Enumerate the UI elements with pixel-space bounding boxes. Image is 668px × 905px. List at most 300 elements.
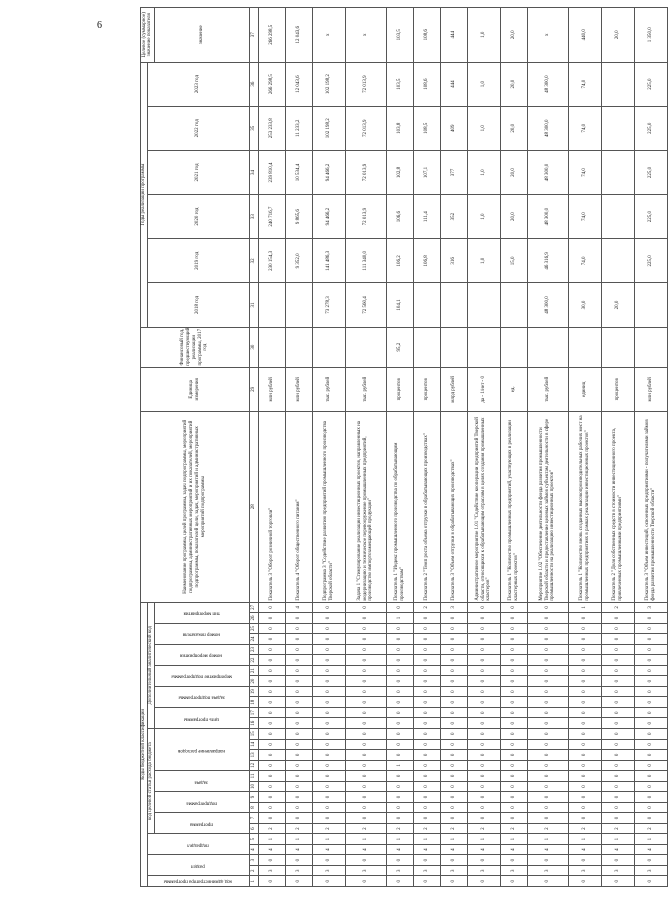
code-cell: 0: [258, 760, 285, 771]
column-number: 21: [249, 665, 258, 676]
code-cell: 0: [500, 686, 527, 697]
code-cell: 0: [285, 855, 312, 866]
code-cell: 0: [601, 876, 634, 887]
code-cell: 0: [500, 623, 527, 634]
code-cell: 0: [601, 634, 634, 645]
code-cell: 0: [568, 729, 601, 740]
code-cell: 4: [467, 844, 500, 855]
column-number: 17: [249, 707, 258, 718]
code-cell: 0: [601, 729, 634, 740]
row-unit: тыс. рублей: [527, 367, 568, 411]
code-cell: 0: [386, 602, 413, 613]
code-cell: 0: [440, 739, 467, 750]
code-cell: 0: [568, 676, 601, 687]
code-cell: 0: [634, 792, 667, 803]
year-value: 104,1: [386, 283, 413, 327]
code-cell: 0: [634, 750, 667, 761]
target-group-header: код целевой статьи расхода бюджета: [147, 729, 154, 834]
column-number: 20: [249, 676, 258, 687]
code-cell: 0: [258, 813, 285, 824]
code-cell: 0: [568, 644, 601, 655]
row-name: Показатель 3 "Объем отгрузки в обрабатывающих производствах": [440, 411, 467, 602]
code-cell: 0: [386, 781, 413, 792]
code-cell: 1: [634, 834, 667, 845]
code-cell: 0: [386, 813, 413, 824]
column-number: 24: [249, 634, 258, 645]
code-cell: 0: [345, 750, 386, 761]
row-fin-year-value: [345, 327, 386, 367]
table-row: [258, 8, 285, 887]
code-cell: 0: [386, 792, 413, 803]
code-cell: 2: [601, 602, 634, 613]
year-value: 48 300,0: [527, 195, 568, 239]
target-value: 444: [440, 8, 467, 63]
code-cell: 0: [440, 802, 467, 813]
page-number: 6: [97, 20, 102, 31]
code-cell: 0: [634, 718, 667, 729]
year-value: 107,1: [413, 150, 440, 194]
column-number: 22: [249, 655, 258, 666]
code-cell: 0: [601, 655, 634, 666]
code-cell: 0: [634, 707, 667, 718]
code-cell: 0: [345, 686, 386, 697]
row-unit: процентов: [413, 367, 440, 411]
code-cell: 0: [285, 750, 312, 761]
code-cell: 0: [467, 623, 500, 634]
code-cell: 0: [467, 707, 500, 718]
direction-header: направление расходов: [154, 729, 249, 771]
measure-num-header: номер мероприятия: [154, 644, 249, 665]
code-cell: 0: [413, 813, 440, 824]
code-cell: 2: [285, 823, 312, 834]
code-cell: 0: [386, 707, 413, 718]
code-cell: 0: [568, 623, 601, 634]
year-value: 106,6: [386, 195, 413, 239]
code-cell: 0: [440, 613, 467, 624]
code-cell: 0: [634, 676, 667, 687]
code-cell: 0: [312, 729, 345, 740]
target-value: x: [345, 8, 386, 63]
code-cell: 0: [601, 813, 634, 824]
code-cell: 2: [568, 823, 601, 834]
year-value: [258, 283, 285, 327]
year-value: 103,8: [386, 106, 413, 150]
code-cell: 0: [312, 792, 345, 803]
year-value: 111,4: [413, 195, 440, 239]
year-2020-header: 2020 год: [147, 195, 249, 239]
code-cell: 0: [312, 634, 345, 645]
code-cell: 0: [312, 602, 345, 613]
code-cell: 2: [500, 823, 527, 834]
section-header: раздел: [147, 855, 249, 876]
code-cell: 0: [413, 644, 440, 655]
code-cell: 2: [467, 823, 500, 834]
code-cell: 0: [285, 802, 312, 813]
code-cell: 0: [440, 876, 467, 887]
target-value-header: Целевое (суммарное) значение показателя: [141, 8, 155, 63]
code-cell: 0: [601, 644, 634, 655]
column-number: 19: [249, 686, 258, 697]
year-value: [440, 283, 467, 327]
code-cell: 1: [440, 834, 467, 845]
value-header: значение: [154, 8, 249, 63]
code-cell: 0: [285, 634, 312, 645]
code-cell: 0: [312, 697, 345, 708]
code-cell: 0: [312, 718, 345, 729]
column-number: 23: [249, 644, 258, 655]
code-cell: 0: [413, 739, 440, 750]
code-cell: 0: [386, 623, 413, 634]
code-cell: 0: [285, 813, 312, 824]
code-cell: 0: [467, 792, 500, 803]
row-unit: единиц: [568, 367, 601, 411]
row-unit: ед.: [500, 367, 527, 411]
code-cell: 0: [500, 876, 527, 887]
year-value: 46 316,9: [527, 239, 568, 283]
code-cell: 0: [413, 655, 440, 666]
code-cell: 0: [285, 697, 312, 708]
code-cell: 0: [386, 697, 413, 708]
code-cell: 0: [500, 802, 527, 813]
year-value: 444: [440, 62, 467, 106]
year-value: 72 013,9: [345, 195, 386, 239]
code-cell: 2: [413, 823, 440, 834]
year-value: 253 233,8: [258, 106, 285, 150]
code-cell: 0: [345, 634, 386, 645]
code-cell: 0: [386, 802, 413, 813]
code-cell: 0: [467, 855, 500, 866]
year-value: 316: [440, 239, 467, 283]
fin-year-header: Финансовый год, предшествующий реализации программы, 2017 год: [141, 327, 250, 367]
code-cell: 0: [467, 602, 500, 613]
code-cell: 0: [285, 623, 312, 634]
code-cell: 0: [386, 665, 413, 676]
code-cell: 0: [386, 634, 413, 645]
code-cell: 3: [440, 865, 467, 876]
code-cell: 2: [601, 823, 634, 834]
code-cell: 2: [634, 823, 667, 834]
target-value: 1,0: [467, 8, 500, 63]
code-cell: 0: [467, 771, 500, 782]
code-cell: 1: [601, 834, 634, 845]
column-number: 2: [249, 865, 258, 876]
code-cell: 0: [527, 634, 568, 645]
code-cell: 0: [345, 876, 386, 887]
table-row: [568, 8, 601, 887]
code-cell: 0: [258, 802, 285, 813]
code-cell: 2: [312, 823, 345, 834]
year-value: 106,2: [386, 239, 413, 283]
code-cell: 0: [527, 750, 568, 761]
code-cell: 0: [500, 676, 527, 687]
target-value: 1 350,0: [634, 8, 667, 63]
code-cell: 0: [634, 697, 667, 708]
code-cell: 0: [634, 739, 667, 750]
code-cell: 0: [386, 676, 413, 687]
code-cell: 0: [413, 613, 440, 624]
column-number: 29: [249, 367, 258, 411]
code-cell: 0: [386, 750, 413, 761]
year-value: 74,0: [568, 195, 601, 239]
row-name: Показатель 4 "Оборот общественного питания": [285, 411, 312, 602]
row-unit: млн рублей: [258, 367, 285, 411]
code-cell: 0: [527, 876, 568, 887]
admin-code-header: код администратора программы: [147, 876, 249, 887]
year-value: 30,0: [568, 283, 601, 327]
column-number: 18: [249, 697, 258, 708]
code-cell: 0: [467, 634, 500, 645]
column-number: 36: [249, 62, 258, 106]
code-cell: 0: [386, 771, 413, 782]
code-cell: 0: [601, 760, 634, 771]
code-cell: 0: [568, 792, 601, 803]
year-2022-header: 2022 год: [147, 106, 249, 150]
code-cell: 0: [527, 686, 568, 697]
subprogram-header: подпрограмма: [154, 792, 249, 813]
year-value: 48 300,0: [527, 150, 568, 194]
code-cell: 0: [345, 644, 386, 655]
code-cell: 0: [634, 781, 667, 792]
code-cell: 0: [601, 686, 634, 697]
code-cell: 0: [312, 802, 345, 813]
row-name: Показатель 3 "Оборот розничной торговли": [258, 411, 285, 602]
table-row: [634, 8, 667, 887]
column-number: 1: [249, 876, 258, 887]
row-name: Мероприятие 1.02 "Обеспечение деятельности фонда развития промышленности Тверской области и предоставление целевых займов субъектам деятельности в сфере промышленности на реализацию инвестиционных проектов": [527, 411, 568, 602]
code-cell: 0: [601, 739, 634, 750]
code-cell: 0: [568, 686, 601, 697]
code-cell: 0: [345, 602, 386, 613]
year-value: 15,0: [500, 239, 527, 283]
year-value: 225,0: [634, 239, 667, 283]
code-cell: 0: [440, 792, 467, 803]
code-cell: 3: [440, 602, 467, 613]
row-name: Административное мероприятие 1.01 "Содействие кооперации предприятий Тверской области, относящихся к обрабатывающим отраслям в целях создания промышленных кластеров": [467, 411, 500, 602]
code-cell: 0: [568, 718, 601, 729]
year-value: 352: [440, 195, 467, 239]
code-cell: 0: [440, 697, 467, 708]
code-cell: 0: [500, 855, 527, 866]
program-table: [140, 7, 668, 887]
code-cell: 0: [285, 739, 312, 750]
year-2021-header: 2021 год: [147, 150, 249, 194]
code-cell: 0: [500, 707, 527, 718]
column-number: 8: [249, 802, 258, 813]
code-cell: 0: [258, 792, 285, 803]
code-cell: 0: [601, 665, 634, 676]
code-cell: 0: [345, 802, 386, 813]
year-value: 240 716,7: [258, 195, 285, 239]
table-row: [467, 8, 500, 887]
year-value: [467, 283, 500, 327]
goal-header: цель программы: [154, 707, 249, 728]
code-cell: 0: [440, 676, 467, 687]
code-cell: 0: [440, 771, 467, 782]
column-number: 30: [249, 327, 258, 367]
year-value: 74,0: [568, 62, 601, 106]
year-2019-header: 2019 год: [147, 239, 249, 283]
year-2023-header: 2023 год: [147, 62, 249, 106]
row-unit: млн рублей: [634, 367, 667, 411]
row-fin-year-value: [527, 327, 568, 367]
year-value: [285, 283, 312, 327]
code-cell: 0: [467, 876, 500, 887]
table-row: [440, 8, 467, 887]
code-cell: 0: [568, 781, 601, 792]
column-number: 15: [249, 729, 258, 740]
code-cell: 0: [500, 781, 527, 792]
type-task-header: тип мероприятия: [154, 602, 249, 623]
row-unit: млрд рублей: [440, 367, 467, 411]
code-cell: 3: [258, 865, 285, 876]
year-value: 20,0: [500, 195, 527, 239]
code-cell: 0: [312, 665, 345, 676]
code-cell: 0: [634, 813, 667, 824]
code-cell: 0: [527, 792, 568, 803]
code-cell: 0: [413, 781, 440, 792]
target-value: 266 298,5: [258, 8, 285, 63]
code-cell: 0: [345, 707, 386, 718]
code-cell: 0: [312, 771, 345, 782]
code-cell: 0: [568, 771, 601, 782]
code-cell: 0: [568, 760, 601, 771]
year-value: 225,0: [634, 195, 667, 239]
code-cell: 0: [527, 760, 568, 771]
code-cell: 0: [467, 644, 500, 655]
code-cell: 3: [634, 602, 667, 613]
code-cell: 0: [413, 676, 440, 687]
code-cell: 0: [258, 655, 285, 666]
column-number: 11: [249, 771, 258, 782]
code-cell: 0: [258, 686, 285, 697]
code-cell: 0: [413, 855, 440, 866]
code-cell: 0: [345, 855, 386, 866]
code-cell: 0: [601, 613, 634, 624]
code-cell: 0: [413, 802, 440, 813]
column-number: 4: [249, 844, 258, 855]
year-value: 20,0: [500, 106, 527, 150]
code-cell: 4: [568, 844, 601, 855]
table-row: [285, 8, 312, 887]
column-number: 26: [249, 613, 258, 624]
row-unit: тыс. рублей: [345, 367, 386, 411]
code-cell: 0: [634, 634, 667, 645]
code-cell: 0: [527, 655, 568, 666]
code-cell: 2: [258, 823, 285, 834]
row-name: Показатель 3 "Объем инвестиций, освоенных предприятиями - получателями займов фонда развития промышленности Тверской области": [634, 411, 667, 602]
measure-header: мероприятие подпрограммы: [154, 665, 249, 686]
code-cell: 0: [467, 697, 500, 708]
code-cell: 1: [285, 834, 312, 845]
code-cell: 0: [312, 760, 345, 771]
code-cell: 1: [500, 834, 527, 845]
code-cell: 0: [258, 665, 285, 676]
year-value: 72 013,9: [345, 62, 386, 106]
code-cell: 0: [527, 781, 568, 792]
code-cell: 0: [285, 644, 312, 655]
code-cell: 0: [413, 718, 440, 729]
row-name: Показатель 1 "Количество вновь созданных высокопроизводительных рабочих мест на промышленных предприятиях в рамках реализации инвестиционных проектов": [568, 411, 601, 602]
code-cell: 0: [634, 686, 667, 697]
code-cell: 0: [386, 655, 413, 666]
code-cell: 2: [386, 823, 413, 834]
code-cell: 0: [634, 665, 667, 676]
year-value: 1,0: [467, 62, 500, 106]
year-value: [601, 150, 634, 194]
target-value: x: [312, 8, 345, 63]
code-cell: 1: [386, 760, 413, 771]
program-header: программа: [154, 813, 249, 834]
code-cell: 0: [601, 802, 634, 813]
code-cell: 0: [601, 781, 634, 792]
code-cell: 0: [500, 634, 527, 645]
code-cell: 0: [258, 644, 285, 655]
row-fin-year-value: [500, 327, 527, 367]
target-direction-header: задача: [154, 771, 249, 792]
year-value: 377: [440, 150, 467, 194]
code-cell: 0: [258, 739, 285, 750]
code-cell: 0: [527, 729, 568, 740]
column-number: 13: [249, 750, 258, 761]
column-number: 37: [249, 8, 258, 63]
code-cell: 4: [345, 844, 386, 855]
code-cell: 0: [634, 655, 667, 666]
year-value: 102 198,2: [312, 62, 345, 106]
row-name: Показатель 2 "Темп роста объема отгрузки в обрабатывающих производствах": [413, 411, 440, 602]
column-number-row: [249, 8, 258, 887]
year-value: 230 154,3: [258, 239, 285, 283]
code-cell: 0: [527, 855, 568, 866]
code-cell: 0: [500, 644, 527, 655]
code-cell: 0: [601, 623, 634, 634]
code-cell: 0: [500, 602, 527, 613]
year-value: 20,0: [500, 150, 527, 194]
year-value: 74,0: [568, 150, 601, 194]
code-cell: 1: [467, 834, 500, 845]
year-value: 108,5: [413, 106, 440, 150]
code-cell: 0: [258, 781, 285, 792]
unit-header: Единица измерения: [141, 367, 250, 411]
code-cell: 0: [345, 771, 386, 782]
row-name: Показатель 2 "Доля собственных средств в стоимости инвестиционного проекта, привлеченных промышленными предприятиями": [601, 411, 634, 602]
year-value: 1,0: [467, 239, 500, 283]
year-value: [601, 62, 634, 106]
code-cell: 0: [601, 855, 634, 866]
code-cell: 0: [500, 771, 527, 782]
code-cell: 0: [467, 665, 500, 676]
code-cell: 0: [285, 876, 312, 887]
code-cell: 4: [634, 844, 667, 855]
code-cell: 4: [386, 844, 413, 855]
code-cell: 0: [500, 718, 527, 729]
code-cell: 0: [527, 739, 568, 750]
subsection-header: подраздел: [147, 834, 249, 855]
column-number: 34: [249, 150, 258, 194]
code-cell: 0: [440, 623, 467, 634]
code-cell: 0: [285, 771, 312, 782]
year-value: 1,0: [467, 106, 500, 150]
code-cell: 0: [285, 760, 312, 771]
code-cell: 0: [527, 676, 568, 687]
row-name: Показатель 1 "Индекс промышленного производства по обрабатывающим производствам": [386, 411, 413, 602]
year-value: 72 560,4: [345, 283, 386, 327]
code-cell: 0: [527, 707, 568, 718]
code-cell: 0: [258, 613, 285, 624]
year-value: 111 340,0: [345, 239, 386, 283]
column-number: 6: [249, 823, 258, 834]
code-cell: 3: [345, 865, 386, 876]
row-fin-year-value: [285, 327, 312, 367]
